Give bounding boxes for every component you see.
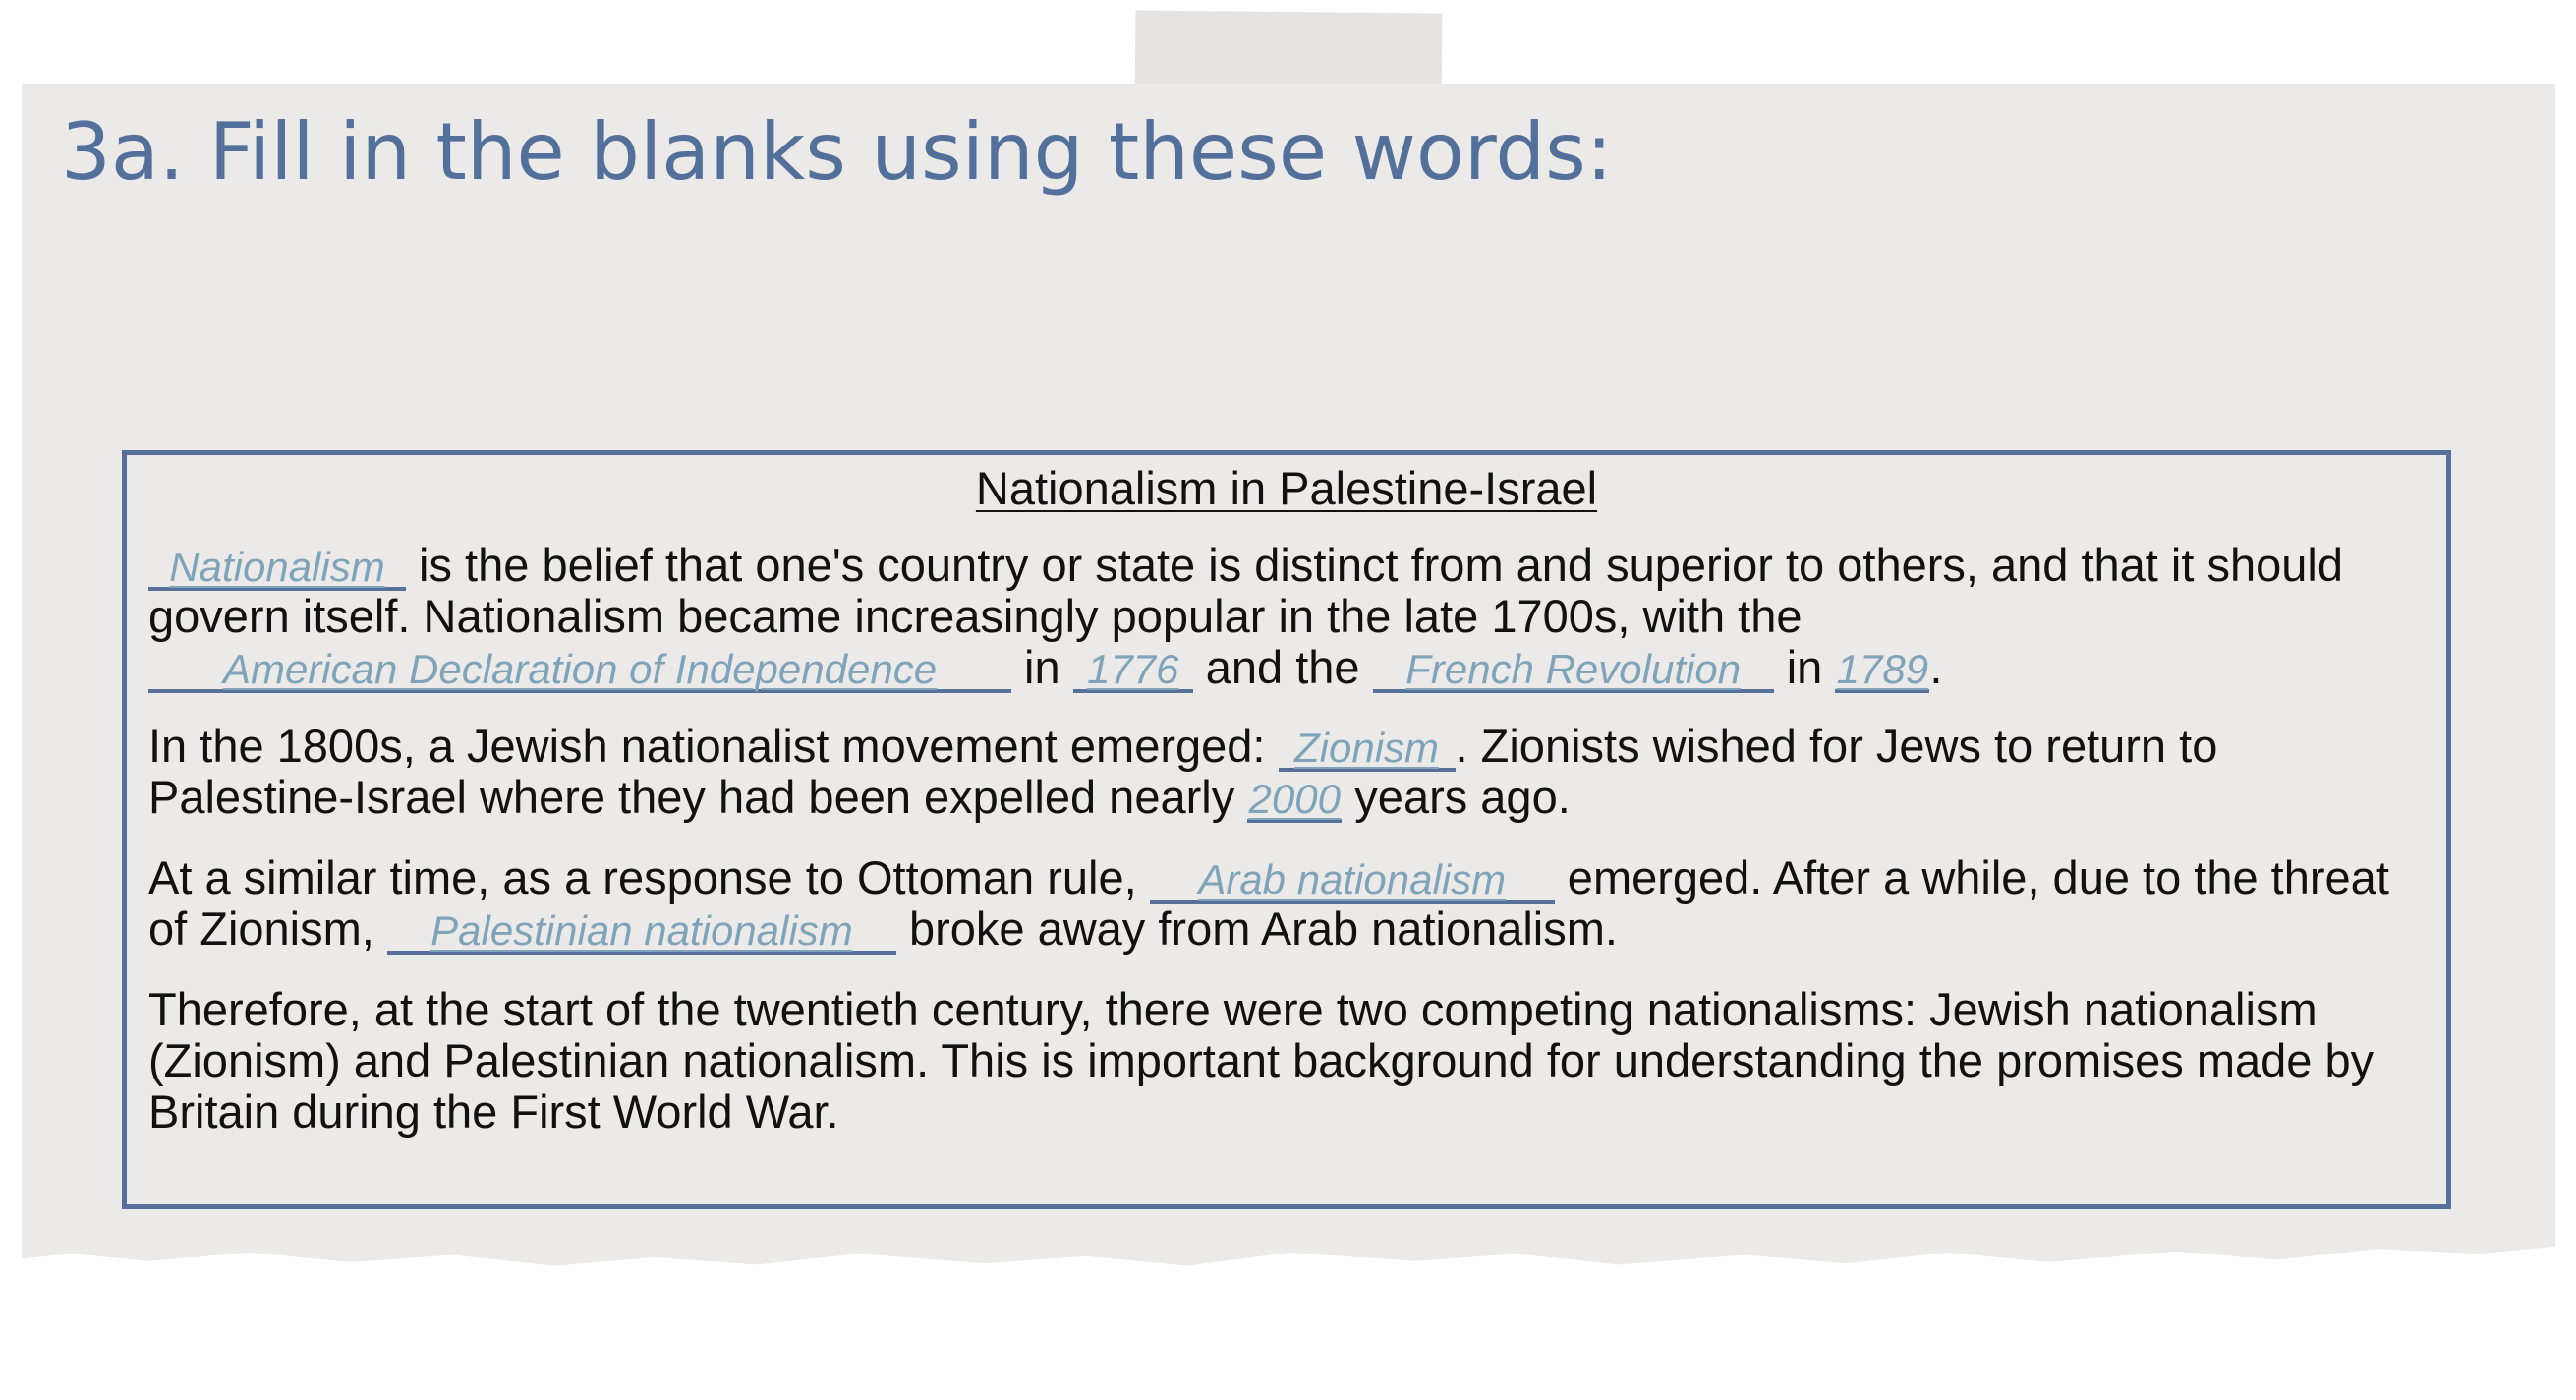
answer-text: 2000 xyxy=(1248,776,1341,822)
blank-1789[interactable] xyxy=(1835,646,1929,693)
blank-2000[interactable] xyxy=(1247,776,1342,823)
text-segment: in xyxy=(1011,641,1073,693)
text-segment: broke away from Arab nationalism. xyxy=(895,903,1618,955)
blank-nationalism[interactable] xyxy=(148,544,406,591)
paragraph-2 xyxy=(148,721,2429,823)
answer-text: Nationalism xyxy=(169,544,385,590)
paragraph-3 xyxy=(148,852,2429,955)
text-segment: years ago. xyxy=(1342,771,1571,823)
answer-text: Arab nationalism xyxy=(1198,856,1507,903)
text-segment: is the belief that one's country or state is distinct from and superior to others, and that it should govern itself. Nationalism became increasingly popular in the late 1700s, with the xyxy=(148,539,2343,642)
answer-text: 1789 xyxy=(1836,646,1929,692)
slide-title: 3a. Fill in the blanks using these words: xyxy=(61,106,1613,198)
answer-text: Palestinian nationalism xyxy=(430,907,853,954)
blank-palestinian-nationalism[interactable] xyxy=(387,907,896,955)
answer-text: French Revolution xyxy=(1405,646,1742,692)
blank-1776[interactable] xyxy=(1073,646,1193,693)
paragraph-4: Therefore, at the start of the twentieth century, there were two competing nationalisms: Jewish nationalism (Zionism) and Palestinian nationalism. This is important background for understanding the promises made by Britain during the First World War. xyxy=(148,983,2375,1138)
paragraph-1 xyxy=(148,540,2429,693)
blank-zionism[interactable] xyxy=(1279,725,1456,772)
text-segment: . xyxy=(1929,641,1943,693)
blank-french-revolution[interactable] xyxy=(1373,646,1774,693)
blank-arab-nationalism[interactable] xyxy=(1150,856,1555,904)
worksheet-box xyxy=(122,450,2451,1209)
text-segment: and the xyxy=(1192,641,1373,693)
worksheet-title: Nationalism in Palestine-Israel xyxy=(975,462,1598,514)
blank-american-declaration[interactable] xyxy=(148,646,1011,693)
answer-text: Zionism xyxy=(1294,725,1440,771)
text-segment: in xyxy=(1773,641,1836,693)
text-segment: In the 1800s, a Jewish nationalist movement emerged: xyxy=(148,720,1279,772)
answer-text: 1776 xyxy=(1086,646,1179,692)
answer-text: American Declaration of Independence xyxy=(222,646,938,692)
text-segment: . Zionists wished for Jews to return to Palestine-Israel where they had been expelled nearly xyxy=(148,720,2218,823)
text-segment: At a similar time, as a response to Ottoman rule, xyxy=(148,851,1150,904)
text-segment: emerged. After a while, due to the threat of Zionism, xyxy=(148,851,2389,955)
